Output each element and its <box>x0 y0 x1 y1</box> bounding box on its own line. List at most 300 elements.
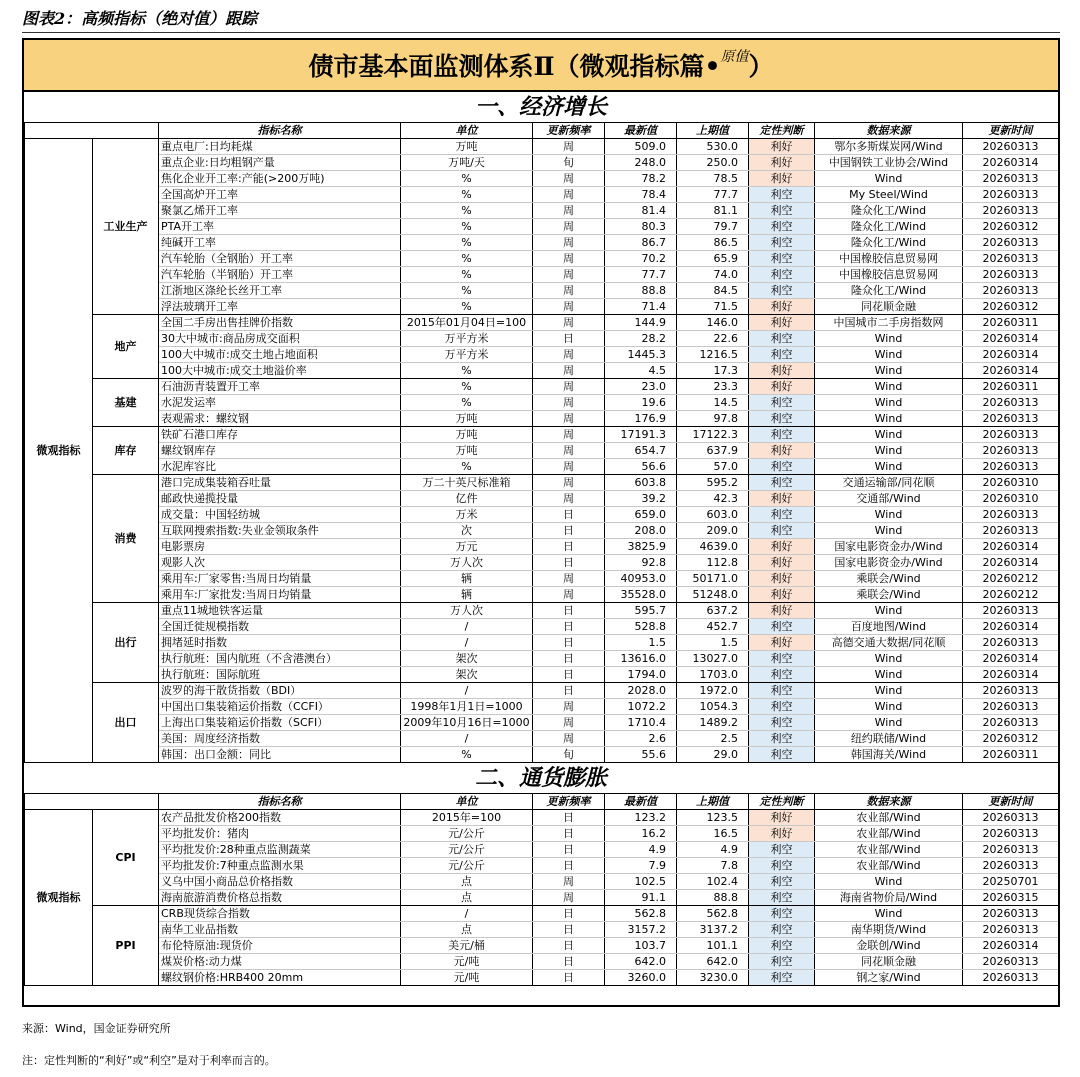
unit: % <box>401 267 533 283</box>
unit: 元/吨 <box>401 970 533 986</box>
unit: 点 <box>401 890 533 906</box>
update-date: 20260212 <box>963 571 1059 587</box>
judgement: 利空 <box>749 283 815 299</box>
unit: 2015年=100 <box>401 810 533 826</box>
update-date: 20260315 <box>963 890 1059 906</box>
update-date: 20260314 <box>963 539 1059 555</box>
table-row <box>25 267 1059 283</box>
category-label: CPI <box>93 810 159 906</box>
indicator-name: 纯碱开工率 <box>159 235 401 251</box>
previous-value: 2.5 <box>677 731 749 747</box>
previous-value: 74.0 <box>677 267 749 283</box>
frequency: 周 <box>533 283 605 299</box>
indicator-name: 江浙地区涤纶长丝开工率 <box>159 283 401 299</box>
latest-value: 642.0 <box>605 954 677 970</box>
frequency: 周 <box>533 299 605 315</box>
update-date: 20260313 <box>963 635 1059 651</box>
previous-value: 78.5 <box>677 171 749 187</box>
table-row <box>25 731 1059 747</box>
latest-value: 595.7 <box>605 603 677 619</box>
update-date: 20260314 <box>963 363 1059 379</box>
unit: 万平方米 <box>401 347 533 363</box>
latest-value: 56.6 <box>605 459 677 475</box>
main-title-superscript: 原值 <box>720 49 749 65</box>
latest-value: 70.2 <box>605 251 677 267</box>
update-date: 20260313 <box>963 603 1059 619</box>
previous-value: 22.6 <box>677 331 749 347</box>
indicator-name: 全国二手房出售挂牌价指数 <box>159 315 401 331</box>
latest-value: 86.7 <box>605 235 677 251</box>
update-date: 20260313 <box>963 507 1059 523</box>
latest-value: 123.2 <box>605 810 677 826</box>
unit: 美元/桶 <box>401 938 533 954</box>
update-date: 20260312 <box>963 219 1059 235</box>
unit: 点 <box>401 922 533 938</box>
update-date: 20250701 <box>963 874 1059 890</box>
indicator-name: 上海出口集装箱运价指数（SCFI） <box>159 715 401 731</box>
previous-value: 146.0 <box>677 315 749 331</box>
frequency: 日 <box>533 619 605 635</box>
data-source: 乘联会/Wind <box>815 587 963 603</box>
indicator-name: 全国高炉开工率 <box>159 187 401 203</box>
frequency: 旬 <box>533 155 605 171</box>
previous-value: 71.5 <box>677 299 749 315</box>
latest-value: 654.7 <box>605 443 677 459</box>
judgement: 利好 <box>749 363 815 379</box>
judgement: 利好 <box>749 315 815 331</box>
judgement: 利空 <box>749 331 815 347</box>
unit: 万平方米 <box>401 331 533 347</box>
frequency: 旬 <box>533 747 605 763</box>
table-row <box>25 171 1059 187</box>
data-source: Wind <box>815 347 963 363</box>
judgement: 利空 <box>749 251 815 267</box>
unit: % <box>401 219 533 235</box>
table-row <box>25 922 1059 938</box>
section-table <box>24 794 1059 986</box>
update-date: 20260311 <box>963 379 1059 395</box>
judgement: 利空 <box>749 523 815 539</box>
data-source: 百度地图/Wind <box>815 619 963 635</box>
frequency: 日 <box>533 635 605 651</box>
data-source: 同花顺金融 <box>815 954 963 970</box>
frequency: 周 <box>533 139 605 155</box>
frequency: 周 <box>533 219 605 235</box>
judgement: 利空 <box>749 906 815 922</box>
latest-value: 2028.0 <box>605 683 677 699</box>
update-date: 20260313 <box>963 139 1059 155</box>
latest-value: 71.4 <box>605 299 677 315</box>
judgement: 利好 <box>749 139 815 155</box>
frequency: 周 <box>533 251 605 267</box>
category-label: 消费 <box>93 475 159 603</box>
table-row <box>25 283 1059 299</box>
data-source: 中国钢铁工业协会/Wind <box>815 155 963 171</box>
indicator-name: 义乌中国小商品总价格指数 <box>159 874 401 890</box>
frequency: 日 <box>533 826 605 842</box>
judgement: 利空 <box>749 267 815 283</box>
unit: 次 <box>401 523 533 539</box>
table-row <box>25 315 1059 331</box>
table-row <box>25 475 1059 491</box>
update-date: 20260311 <box>963 315 1059 331</box>
frequency: 周 <box>533 235 605 251</box>
indicator-name: 全国迁徙规模指数 <box>159 619 401 635</box>
unit: 架次 <box>401 651 533 667</box>
judgement: 利空 <box>749 954 815 970</box>
frequency: 周 <box>533 187 605 203</box>
data-source: Wind <box>815 906 963 922</box>
latest-value: 40953.0 <box>605 571 677 587</box>
data-source: 韩国海关/Wind <box>815 747 963 763</box>
data-source: Wind <box>815 427 963 443</box>
judgement: 利好 <box>749 826 815 842</box>
data-source: Wind <box>815 411 963 427</box>
previous-value: 97.8 <box>677 411 749 427</box>
unit: 元/公斤 <box>401 858 533 874</box>
previous-value: 562.8 <box>677 906 749 922</box>
latest-value: 1445.3 <box>605 347 677 363</box>
main-title-close: ） <box>748 52 774 81</box>
table-row <box>25 395 1059 411</box>
table-row <box>25 523 1059 539</box>
table-row <box>25 906 1059 922</box>
data-source: 农业部/Wind <box>815 858 963 874</box>
update-date: 20260313 <box>963 954 1059 970</box>
frequency: 日 <box>533 331 605 347</box>
update-date: 20260314 <box>963 619 1059 635</box>
data-source: 纽约联储/Wind <box>815 731 963 747</box>
table-row <box>25 347 1059 363</box>
previous-value: 1972.0 <box>677 683 749 699</box>
table-row <box>25 699 1059 715</box>
judgement: 利空 <box>749 235 815 251</box>
previous-value: 452.7 <box>677 619 749 635</box>
unit: % <box>401 171 533 187</box>
judgement: 利空 <box>749 411 815 427</box>
section-title: 二、通货膨胀 <box>24 763 1058 794</box>
category-label: 工业生产 <box>93 139 159 315</box>
update-date: 20260313 <box>963 523 1059 539</box>
judgement: 利空 <box>749 475 815 491</box>
previous-value: 1216.5 <box>677 347 749 363</box>
data-source: Wind <box>815 443 963 459</box>
indicator-name: PTA开工率 <box>159 219 401 235</box>
unit: 点 <box>401 874 533 890</box>
data-source: 高德交通大数据/同花顺 <box>815 635 963 651</box>
latest-value: 28.2 <box>605 331 677 347</box>
table-row <box>25 603 1059 619</box>
column-header: 上期值 <box>677 123 749 139</box>
category-label: 库存 <box>93 427 159 475</box>
judgement: 利空 <box>749 203 815 219</box>
unit: / <box>401 635 533 651</box>
indicator-name: 互联网搜索指数:失业金领取条件 <box>159 523 401 539</box>
group-label: 微观指标 <box>25 139 93 763</box>
previous-value: 88.8 <box>677 890 749 906</box>
judgement: 利空 <box>749 699 815 715</box>
frequency: 周 <box>533 699 605 715</box>
unit: 架次 <box>401 667 533 683</box>
latest-value: 3825.9 <box>605 539 677 555</box>
data-source: Wind <box>815 651 963 667</box>
judgement: 利空 <box>749 651 815 667</box>
monitor-table <box>22 38 1060 1007</box>
previous-value: 637.9 <box>677 443 749 459</box>
latest-value: 208.0 <box>605 523 677 539</box>
previous-value: 637.2 <box>677 603 749 619</box>
section-table <box>24 123 1059 763</box>
frequency: 周 <box>533 587 605 603</box>
update-date: 20260313 <box>963 187 1059 203</box>
frequency: 日 <box>533 683 605 699</box>
unit: / <box>401 683 533 699</box>
unit: % <box>401 459 533 475</box>
unit: % <box>401 251 533 267</box>
unit: 2009年10月16日=1000 <box>401 715 533 731</box>
data-source: 国家电影资金办/Wind <box>815 555 963 571</box>
update-date: 20260314 <box>963 667 1059 683</box>
previous-value: 4639.0 <box>677 539 749 555</box>
update-date: 20260313 <box>963 203 1059 219</box>
previous-value: 50171.0 <box>677 571 749 587</box>
caption-rule <box>22 32 1060 33</box>
table-row <box>25 507 1059 523</box>
table-row <box>25 411 1059 427</box>
data-source: Wind <box>815 699 963 715</box>
frequency: 日 <box>533 667 605 683</box>
data-source: Wind <box>815 395 963 411</box>
data-source: 隆众化工/Wind <box>815 203 963 219</box>
unit: % <box>401 747 533 763</box>
main-title-text: 债市基本面监测体系Ⅱ（微观指标篇• <box>308 52 721 81</box>
frequency: 周 <box>533 715 605 731</box>
update-date: 20260310 <box>963 491 1059 507</box>
indicator-name: 海南旅游消费价格总指数 <box>159 890 401 906</box>
judgement: 利空 <box>749 922 815 938</box>
table-row <box>25 747 1059 763</box>
update-date: 20260313 <box>963 970 1059 986</box>
previous-value: 530.0 <box>677 139 749 155</box>
latest-value: 39.2 <box>605 491 677 507</box>
latest-value: 1794.0 <box>605 667 677 683</box>
indicator-name: 成交量：中国轻纺城 <box>159 507 401 523</box>
update-date: 20260313 <box>963 411 1059 427</box>
frequency: 日 <box>533 970 605 986</box>
judgement: 利空 <box>749 683 815 699</box>
table-row <box>25 555 1059 571</box>
data-source: Wind <box>815 459 963 475</box>
table-row <box>25 587 1059 603</box>
table-row <box>25 427 1059 443</box>
indicator-name: 农产品批发价格200指数 <box>159 810 401 826</box>
previous-value: 51248.0 <box>677 587 749 603</box>
judgement: 利空 <box>749 890 815 906</box>
latest-value: 1072.2 <box>605 699 677 715</box>
frequency: 日 <box>533 603 605 619</box>
table-row <box>25 139 1059 155</box>
update-date: 20260313 <box>963 906 1059 922</box>
data-source: Wind <box>815 715 963 731</box>
indicator-name: 铁矿石港口库存 <box>159 427 401 443</box>
latest-value: 144.9 <box>605 315 677 331</box>
table-row <box>25 970 1059 986</box>
previous-value: 1489.2 <box>677 715 749 731</box>
sections-container <box>24 92 1058 986</box>
data-source: 鄂尔多斯煤炭网/Wind <box>815 139 963 155</box>
frequency: 日 <box>533 539 605 555</box>
latest-value: 78.4 <box>605 187 677 203</box>
latest-value: 509.0 <box>605 139 677 155</box>
unit: / <box>401 731 533 747</box>
table-row <box>25 203 1059 219</box>
previous-value: 42.3 <box>677 491 749 507</box>
unit: 万人次 <box>401 603 533 619</box>
table-row <box>25 635 1059 651</box>
latest-value: 659.0 <box>605 507 677 523</box>
table-row <box>25 890 1059 906</box>
latest-value: 1.5 <box>605 635 677 651</box>
frequency: 周 <box>533 363 605 379</box>
latest-value: 19.6 <box>605 395 677 411</box>
indicator-name: 港口完成集装箱吞吐量 <box>159 475 401 491</box>
judgement: 利空 <box>749 938 815 954</box>
frequency: 周 <box>533 395 605 411</box>
judgement: 利空 <box>749 427 815 443</box>
judgement: 利空 <box>749 667 815 683</box>
frequency: 日 <box>533 842 605 858</box>
table-row <box>25 571 1059 587</box>
judgement: 利好 <box>749 299 815 315</box>
unit: 2015年01月04日=100 <box>401 315 533 331</box>
update-date: 20260314 <box>963 555 1059 571</box>
data-source: 中国城市二手房指数网 <box>815 315 963 331</box>
previous-value: 7.8 <box>677 858 749 874</box>
latest-value: 562.8 <box>605 906 677 922</box>
update-date: 20260311 <box>963 747 1059 763</box>
previous-value: 65.9 <box>677 251 749 267</box>
frequency: 日 <box>533 523 605 539</box>
data-source: 国家电影资金办/Wind <box>815 539 963 555</box>
frequency: 周 <box>533 475 605 491</box>
frequency: 周 <box>533 411 605 427</box>
frequency: 日 <box>533 954 605 970</box>
previous-value: 595.2 <box>677 475 749 491</box>
indicator-name: 螺纹钢库存 <box>159 443 401 459</box>
data-source: 交通部/Wind <box>815 491 963 507</box>
judgement: 利空 <box>749 459 815 475</box>
latest-value: 92.8 <box>605 555 677 571</box>
latest-value: 23.0 <box>605 379 677 395</box>
previous-value: 1.5 <box>677 635 749 651</box>
column-header: 单位 <box>401 794 533 810</box>
table-row <box>25 683 1059 699</box>
indicator-name: 平均批发价：猪肉 <box>159 826 401 842</box>
table-row <box>25 187 1059 203</box>
category-label: PPI <box>93 906 159 986</box>
update-date: 20260313 <box>963 283 1059 299</box>
section-title: 一、经济增长 <box>24 92 1058 123</box>
latest-value: 16.2 <box>605 826 677 842</box>
frequency: 日 <box>533 651 605 667</box>
indicator-name: 乘用车:厂家零售:当周日均销量 <box>159 571 401 587</box>
indicator-name: 南华工业品指数 <box>159 922 401 938</box>
indicator-name: 电影票房 <box>159 539 401 555</box>
unit: % <box>401 363 533 379</box>
indicator-name: CRB现货综合指数 <box>159 906 401 922</box>
figure-caption: 图表2：高频指标（绝对值）跟踪 <box>22 9 258 28</box>
judgement: 利空 <box>749 187 815 203</box>
latest-value: 13616.0 <box>605 651 677 667</box>
judgement: 利好 <box>749 155 815 171</box>
unit: % <box>401 395 533 411</box>
latest-value: 103.7 <box>605 938 677 954</box>
frequency: 周 <box>533 491 605 507</box>
frequency: 日 <box>533 858 605 874</box>
update-date: 20260312 <box>963 731 1059 747</box>
data-source: 中国橡胶信息贸易网 <box>815 267 963 283</box>
unit: / <box>401 619 533 635</box>
frequency: 日 <box>533 922 605 938</box>
frequency: 日 <box>533 906 605 922</box>
data-source: 中国橡胶信息贸易网 <box>815 251 963 267</box>
indicator-name: 水泥库容比 <box>159 459 401 475</box>
data-source: 钢之家/Wind <box>815 970 963 986</box>
previous-value: 642.0 <box>677 954 749 970</box>
frequency: 周 <box>533 571 605 587</box>
column-header: 指标名称 <box>159 794 401 810</box>
data-source: 南华期货/Wind <box>815 922 963 938</box>
data-source: My Steel/Wind <box>815 187 963 203</box>
table-row <box>25 858 1059 874</box>
latest-value: 2.6 <box>605 731 677 747</box>
column-header: 定性判断 <box>749 123 815 139</box>
latest-value: 91.1 <box>605 890 677 906</box>
indicator-name: 平均批发价:28种重点监测蔬菜 <box>159 842 401 858</box>
update-date: 20260310 <box>963 475 1059 491</box>
header-row <box>25 794 1059 810</box>
table-row <box>25 459 1059 475</box>
table-row <box>25 954 1059 970</box>
update-date: 20260313 <box>963 171 1059 187</box>
indicator-name: 浮法玻璃开工率 <box>159 299 401 315</box>
table-row <box>25 219 1059 235</box>
unit: % <box>401 187 533 203</box>
judgement: 利好 <box>749 491 815 507</box>
unit: % <box>401 283 533 299</box>
column-header: 指标名称 <box>159 123 401 139</box>
judgement: 利空 <box>749 731 815 747</box>
column-header: 最新值 <box>605 794 677 810</box>
judgement: 利空 <box>749 395 815 411</box>
column-header: 更新时间 <box>963 123 1059 139</box>
data-source: 农业部/Wind <box>815 842 963 858</box>
judgement: 利好 <box>749 587 815 603</box>
previous-value: 13027.0 <box>677 651 749 667</box>
previous-value: 84.5 <box>677 283 749 299</box>
update-date: 20260312 <box>963 299 1059 315</box>
data-source: Wind <box>815 667 963 683</box>
previous-value: 1703.0 <box>677 667 749 683</box>
indicator-name: 表观需求：螺纹钢 <box>159 411 401 427</box>
previous-value: 112.8 <box>677 555 749 571</box>
unit: % <box>401 235 533 251</box>
update-date: 20260313 <box>963 858 1059 874</box>
unit: % <box>401 299 533 315</box>
latest-value: 4.9 <box>605 842 677 858</box>
judgement: 利好 <box>749 443 815 459</box>
judgement: 利好 <box>749 171 815 187</box>
